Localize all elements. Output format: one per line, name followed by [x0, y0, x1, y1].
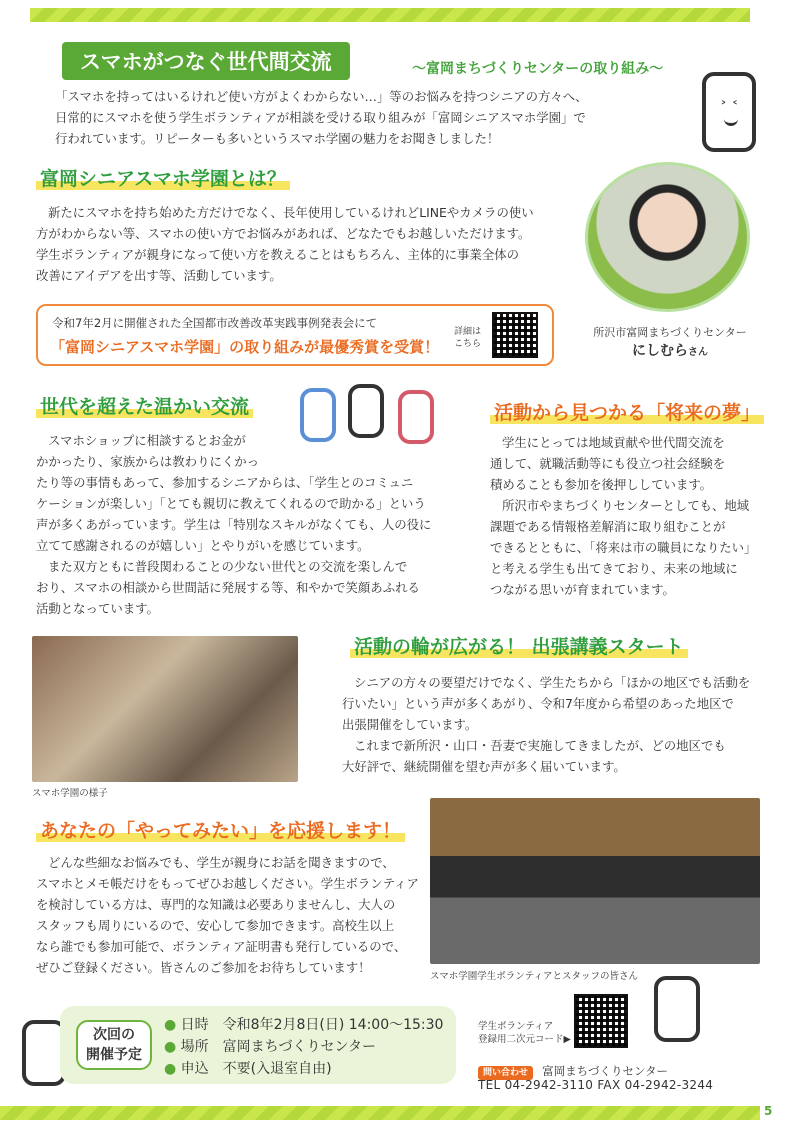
page-number: 5: [764, 1104, 773, 1118]
smartphone-mascot-icon: ˃ ˂: [702, 72, 756, 152]
award-box: [36, 304, 554, 366]
award-qr-code[interactable]: [492, 312, 538, 358]
smartphone-mascot-waving-icon: [654, 976, 700, 1042]
section-heading-future: 活動から見つかる「将来の夢」: [490, 398, 764, 425]
next-event-label: 次回の 開催予定: [76, 1020, 152, 1070]
section-support-text: どんな些細なお悩みでも、学生が親身にお話を聞きますので、 スマホとメモ帳だけをもってぜひお越しください。学生ボランティア を検討している方は、専門的な知識は必要ありませんし、大人の スタッフも周りにいるので、安心して参加できます。高校生以上 なら誰でも参加可能で、ボランティア証明書も発行しているので、 ぜひご登録ください。皆さんのご参加をお待ちしています！: [36, 855, 419, 975]
bottom-stripe: [0, 1106, 760, 1120]
event-row-date: ● 日時 令和8年2月8日(日) 14:00～15:30: [164, 1017, 444, 1033]
section-heading-warm: 世代を超えた温かい交流: [36, 392, 253, 419]
page-subtitle: ～富岡まちづくりセンターの取り組み～: [412, 61, 664, 77]
section-heading-what: 富岡シニアスマホ学園とは？: [36, 164, 290, 191]
contact-name: 富岡まちづくりセンター: [542, 1064, 669, 1078]
contact-tag: 問い合わせ: [478, 1066, 533, 1080]
award-detail-label: 詳細は こちら: [454, 327, 482, 349]
section-heading-expand: 活動の輪が広がる！ 出張講義スタート: [350, 632, 688, 659]
section-warm-text: スマホショップに相談するとお金が かかったり、家族からは教わりにくかっ たり等の事情もあって、参加するシニアからは、「学生とのコミュニ ケーションが楽しい」「とても親切に教えてくれるので助かる」という 声が多くあがっています。学生は「特別なスキルがなくても、人の役に 立てて感謝されるのが嬉しい」とやりがいを感じています。 また双方ともに普段関わることの少ない世代との交流を楽しんで おり、スマホの相談から世間話に発展する等、和やかで笑顔あふれる 活動となっています。: [36, 433, 432, 616]
portrait-photo: [585, 162, 750, 312]
group-photo-caption: スマホ学園学生ボランティアとスタッフの皆さん: [430, 971, 639, 982]
section-what-text: 新たにスマホを持ち始めた方だけでなく、長年使用しているけれどLINEやカメラの使い 方がわからない等、スマホの使い方でお悩みがあれば、どなたでもお越しいただけます。 学生ボランティアが親身になって使い方を教えることはもちろん、主体的に事業全体の 改善にアイデアを出す等、活動しています。: [36, 205, 534, 283]
section-expand-text: シニアの方々の要望だけでなく、学生たちから「ほかの地区でも活動を 行いたい」という声が多くあがり、令和7年度から希望のあった地区で 出張開催をしています。 これまで新所沢・山口・吾妻で実施してきましたが、どの地区でも 大好評で、継続開催を望む声が多く届いています。: [342, 675, 751, 774]
section-heading-support: あなたの「やってみたい」を応援します！: [36, 816, 405, 843]
registration-label: 学生ボランティア 登録用二次元コード▶: [478, 1021, 571, 1045]
section-future-text: 学生にとっては地域貢献や世代間交流を 通して、就職活動等にも役立つ社会経験を 積めることも参加を後押ししています。 所沢市やまちづくりセンターとしても、地域 課題である情報格差解消に取り組むことが できるとともに、「将来は市の職員になりたい」 と考える学生も出てきており、未来の地域に つながる思いが育まれています。: [490, 435, 757, 597]
group-photo: [430, 798, 760, 964]
registration-qr-code[interactable]: [574, 994, 628, 1048]
contact-block: [478, 1060, 668, 1079]
event-row-place: ● 場所 富岡まちづくりセンター: [164, 1039, 376, 1055]
profile-caption: 所沢市富岡まちづくりセンター にしむらさん: [593, 326, 747, 359]
contact-tel: TEL 04-2942-3110 FAX 04-2942-3244: [478, 1078, 714, 1092]
activity-photo: [32, 636, 298, 782]
award-line-2: 「富岡シニアスマホ学園」の取り組みが最優秀賞を受賞！: [50, 338, 440, 356]
event-box: [60, 1006, 456, 1084]
event-row-apply: ● 申込 不要(入退室自由): [164, 1061, 332, 1077]
award-line-1: 令和7年2月に開催された全国都市改善改革実践事例発表会にて: [52, 316, 378, 330]
page-title: スマホがつなぐ世代間交流: [62, 42, 350, 80]
top-stripe: [30, 8, 750, 22]
activity-photo-caption: スマホ学園の様子: [32, 788, 108, 799]
intro-text: 「スマホを持ってはいるけれど使い方がよくわからない…」等のお悩みを持つシニアの方々へ、 日常的にスマホを使う学生ボランティアが相談を受ける取り組みが「富岡シニアスマホ学園」で 行われています。リピーターも多いというスマホ学園の魅力をお聞きしました！: [55, 89, 588, 146]
event-details: [164, 1014, 443, 1080]
